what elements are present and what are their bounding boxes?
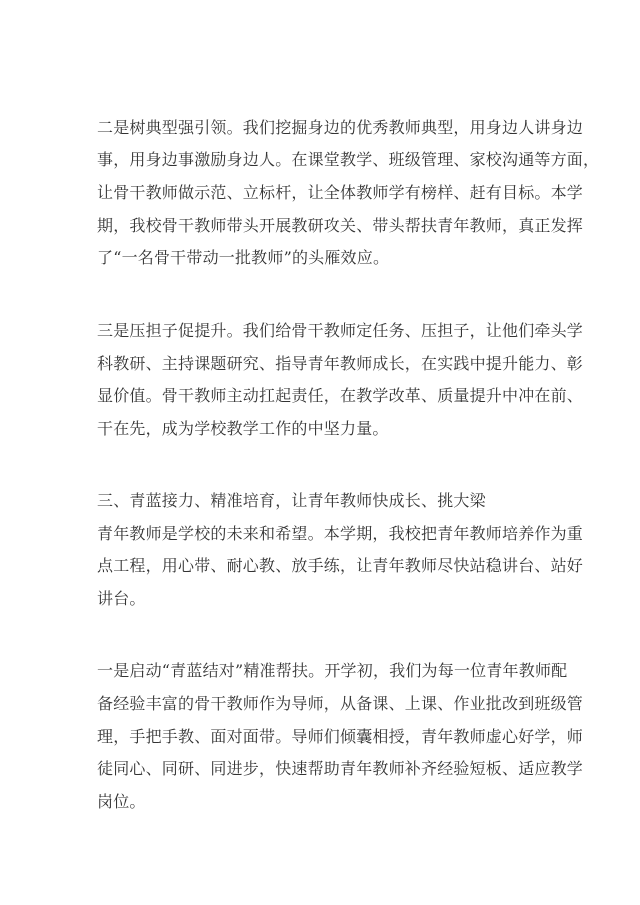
paragraph-4-line-2: 备经验丰富的骨干教师作为导师，从备课、上课、作业批改到班级管 xyxy=(97,694,584,713)
paragraph-1-line-4: 期，我校骨干教师带头开展教研攻关、带头帮扶青年教师，真正发挥 xyxy=(97,216,584,235)
paragraph-4-line-1: 一是启动“青蓝结对”精准帮扶。开学初，我们为每一位青年教师配 xyxy=(97,661,568,680)
paragraph-3-line-1: 青年教师是学校的未来和希望。本学期，我校把青年教师培养作为重 xyxy=(97,524,584,543)
paragraph-1-line-2: 事，用身边事激励身边人。在课堂教学、班级管理、家校沟通等方面， xyxy=(97,150,600,169)
paragraph-4-line-3: 理，手把手教、面对面带。导师们倾囊相授，青年教师虚心好学，师 xyxy=(97,727,584,746)
paragraph-3-line-2: 点工程，用心带、耐心教、放手练，让青年教师尽快站稳讲台、站好 xyxy=(97,556,584,575)
paragraph-1-line-3: 让骨干教师做示范、立标杆，让全体教师学有榜样、赶有目标。本学 xyxy=(97,183,584,202)
paragraph-1-line-1: 二是树典型强引领。我们挖掘身边的优秀教师典型，用身边人讲身边 xyxy=(97,118,584,137)
paragraph-1-line-5: 了“一名骨干带动一批教师”的头雁效应。 xyxy=(97,248,390,267)
paragraph-3-line-3: 讲台。 xyxy=(97,589,146,608)
paragraph-4-line-4: 徒同心、同研、同进步，快速帮助青年教师补齐经验短板、适应教学 xyxy=(97,759,584,778)
paragraph-2-line-3: 显价值。骨干教师主动扛起责任，在教学改革、质量提升中冲在前、 xyxy=(97,386,584,405)
paragraph-4-line-5: 岗位。 xyxy=(97,792,146,811)
paragraph-2-line-4: 干在先，成为学校教学工作的中坚力量。 xyxy=(97,419,389,438)
paragraph-2-line-1: 三是压担子促提升。我们给骨干教师定任务、压担子，让他们牵头学 xyxy=(97,321,584,340)
section-heading: 三、青蓝接力、精准培育，让青年教师快成长、挑大梁 xyxy=(97,491,486,510)
paragraph-2-line-2: 科教研、主持课题研究、指导青年教师成长，在实践中提升能力、彰 xyxy=(97,354,584,373)
